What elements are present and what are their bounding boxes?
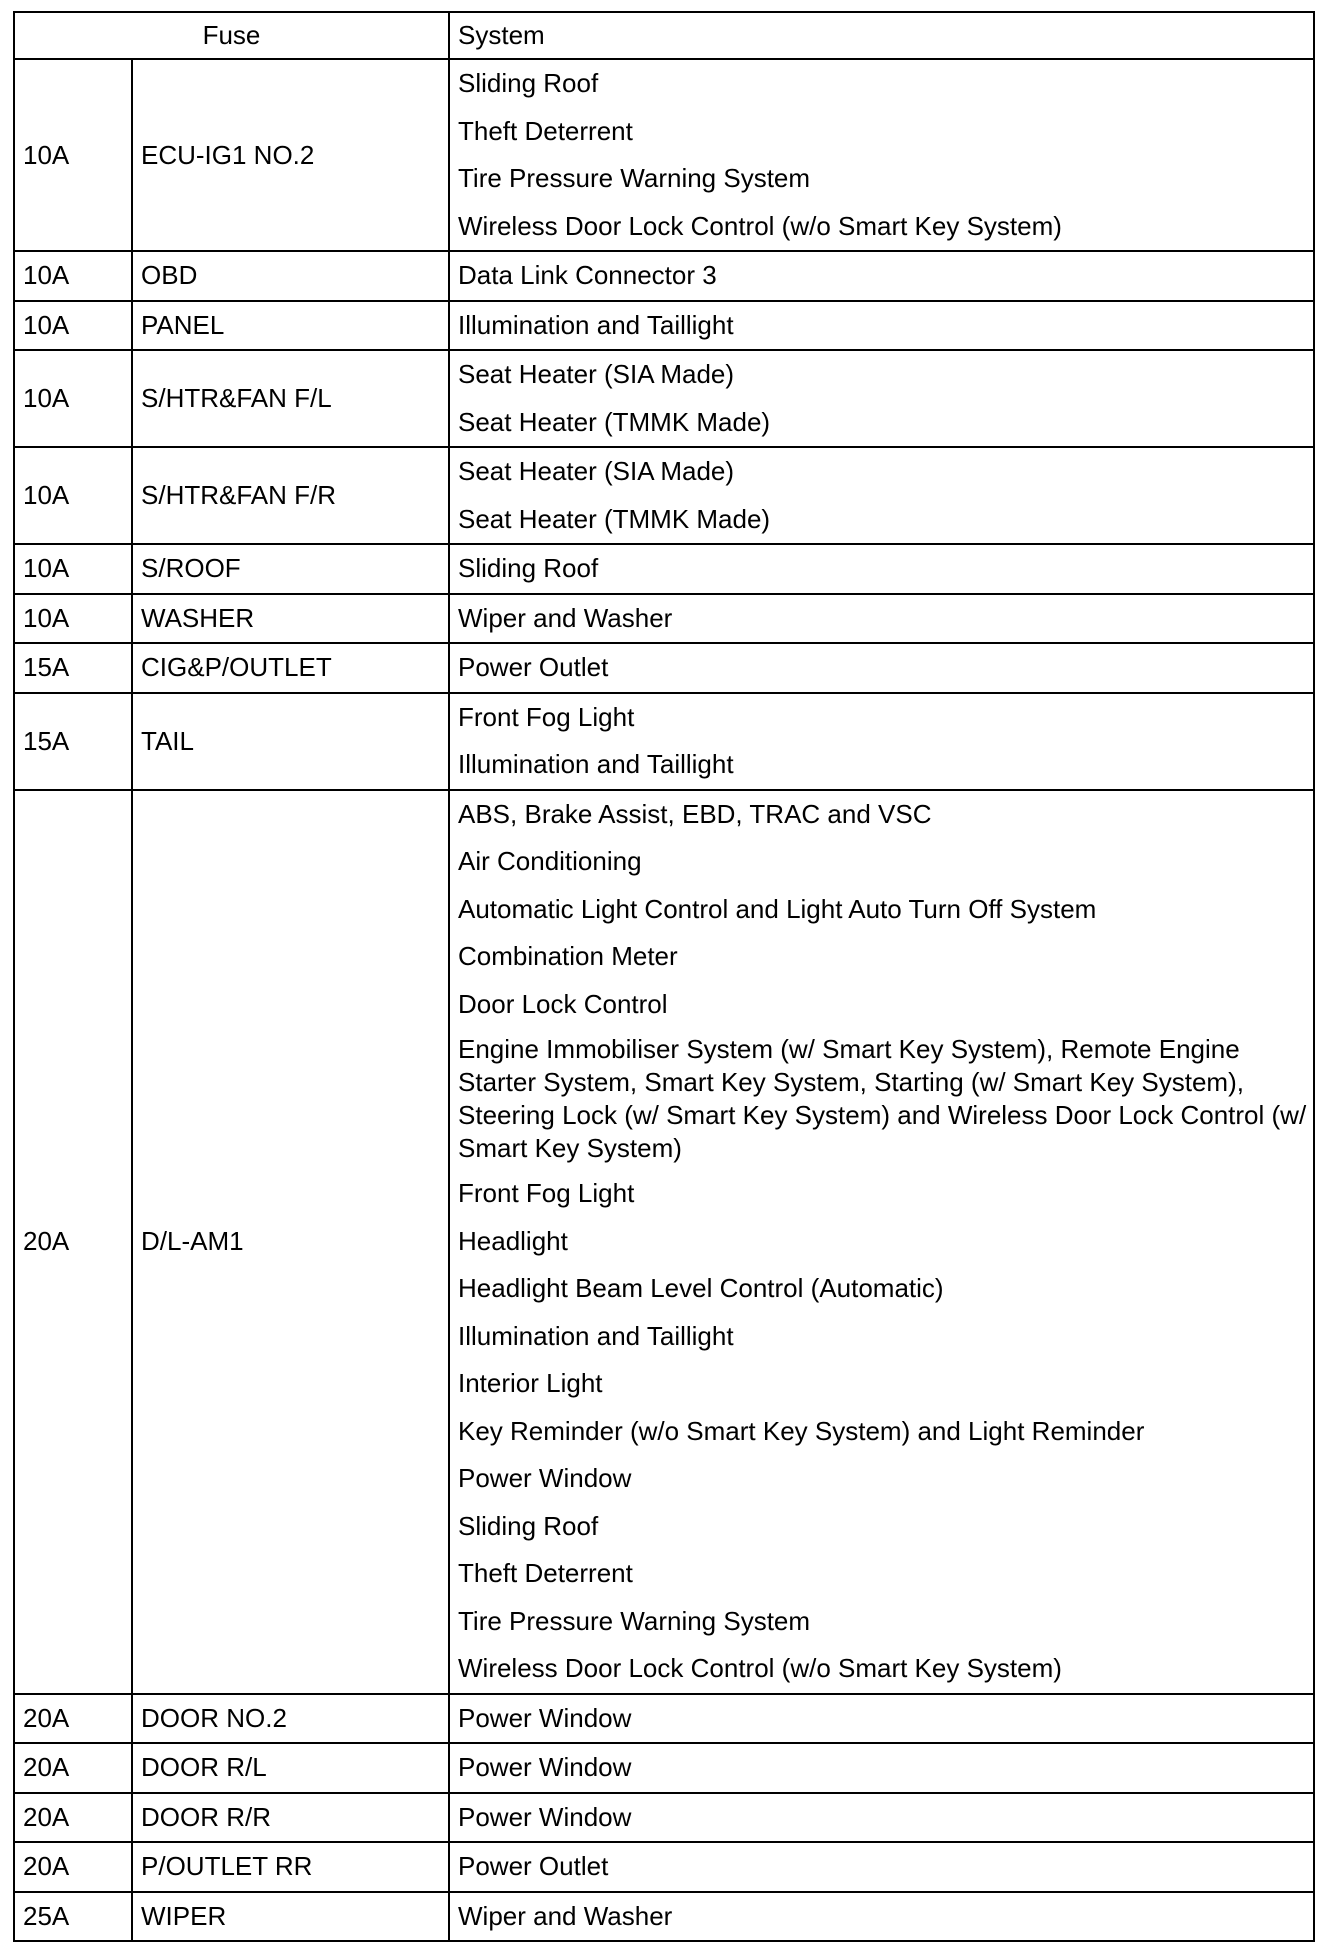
system-item: Seat Heater (SIA Made)	[458, 359, 735, 389]
system-list	[449, 1892, 1314, 1942]
system-item: Tire Pressure Warning System	[458, 1605, 811, 1636]
system-list	[449, 350, 1314, 447]
fuse-amperage: 20A	[14, 1694, 132, 1744]
table-row	[14, 350, 1314, 447]
table-row	[14, 693, 1314, 790]
fuse-name: CIG&P/OUTLET	[132, 643, 449, 693]
system-item: Sliding Roof	[458, 68, 599, 98]
system-item: Illumination and Taillight	[458, 1320, 734, 1351]
table-row	[14, 301, 1314, 351]
fuse-name: WIPER	[132, 1892, 449, 1942]
system-item: Illumination and Taillight	[458, 309, 734, 340]
system-item: Data Link Connector 3	[458, 260, 717, 290]
system-item: Sliding Roof	[458, 1510, 599, 1541]
system-item: Power Window	[458, 1463, 632, 1493]
system-item: Power Outlet	[458, 1851, 609, 1881]
fuse-name: WASHER	[132, 594, 449, 644]
fuse-name: S/HTR&FAN F/L	[132, 350, 449, 447]
system-list	[449, 447, 1314, 544]
system-item: Sliding Roof	[458, 553, 599, 583]
fuse-amperage: 15A	[14, 693, 132, 790]
fuse-name: DOOR R/L	[132, 1743, 449, 1793]
fuse-amperage: 25A	[14, 1892, 132, 1942]
fuse-amperage: 15A	[14, 643, 132, 693]
fuse-amperage: 20A	[14, 1842, 132, 1892]
system-item: Automatic Light Control and Light Auto Turn Off System	[458, 893, 1097, 924]
system-item: Seat Heater (TMMK Made)	[458, 503, 771, 534]
table-row	[14, 790, 1314, 1694]
system-item: Interior Light	[458, 1368, 603, 1398]
fuse-amperage: 20A	[14, 1793, 132, 1843]
fuse-amperage: 10A	[14, 59, 132, 251]
fuse-amperage: 10A	[14, 251, 132, 301]
system-item: Door Lock Control	[458, 988, 668, 1019]
fuse-name: ECU-IG1 NO.2	[132, 59, 449, 251]
table-header-row	[14, 12, 1314, 59]
table-row	[14, 643, 1314, 693]
fuse-name: D/L-AM1	[132, 790, 449, 1694]
fuse-amperage: 10A	[14, 350, 132, 447]
system-item: Combination Meter	[458, 941, 678, 971]
fuse-name: DOOR R/R	[132, 1793, 449, 1843]
system-item: Theft Deterrent	[458, 115, 633, 146]
table-row	[14, 447, 1314, 544]
system-list	[449, 59, 1314, 251]
table-row	[14, 1892, 1314, 1942]
fuse-name: DOOR NO.2	[132, 1694, 449, 1744]
system-list	[449, 301, 1314, 351]
fuse-amperage: 10A	[14, 447, 132, 544]
system-item: Tire Pressure Warning System	[458, 163, 811, 193]
system-item: Front Fog Light	[458, 1178, 635, 1208]
system-list	[449, 693, 1314, 790]
fuse-amperage: 10A	[14, 544, 132, 594]
system-item: Seat Heater (TMMK Made)	[458, 406, 771, 437]
system-list	[449, 594, 1314, 644]
system-item: Key Reminder (w/o Smart Key System) and Light Reminder	[458, 1415, 1145, 1446]
system-item: ABS, Brake Assist, EBD, TRAC and VSC	[458, 798, 932, 829]
system-list	[449, 251, 1314, 301]
system-list	[449, 1842, 1314, 1892]
fuse-amperage: 20A	[14, 1743, 132, 1793]
fuse-table-body	[14, 59, 1314, 1941]
system-item: Wiper and Washer	[458, 1900, 673, 1931]
system-item: Front Fog Light	[458, 701, 635, 732]
fuse-amperage: 20A	[14, 790, 132, 1694]
system-item: Headlight	[458, 1225, 568, 1256]
system-item: Seat Heater (SIA Made)	[458, 456, 735, 486]
system-list	[449, 643, 1314, 693]
fuse-amperage: 10A	[14, 301, 132, 351]
fuse-name: TAIL	[132, 693, 449, 790]
system-item: Illumination and Taillight	[458, 749, 734, 779]
fuse-name: P/OUTLET RR	[132, 1842, 449, 1892]
system-item: Wireless Door Lock Control (w/o Smart Key System)	[458, 210, 1062, 241]
system-list	[449, 1793, 1314, 1843]
system-list	[449, 790, 1314, 1694]
table-row	[14, 544, 1314, 594]
system-item: Air Conditioning	[458, 846, 642, 876]
fuse-table	[13, 11, 1315, 1942]
system-list	[449, 1694, 1314, 1744]
fuse-header: Fuse	[14, 12, 449, 59]
system-list	[449, 1743, 1314, 1793]
fuse-name: OBD	[132, 251, 449, 301]
table-row	[14, 1793, 1314, 1843]
fuse-name: PANEL	[132, 301, 449, 351]
table-row	[14, 1694, 1314, 1744]
fuse-name: S/ROOF	[132, 544, 449, 594]
fuse-name: S/HTR&FAN F/R	[132, 447, 449, 544]
system-item: Engine Immobiliser System (w/ Smart Key System), Remote Engine Starter System, Smart Key System, Starting (w/ Smart Key System), Steering Lock (w/ Smart Key System) and Wireless Door Lock Control (w/ Smart Key System)	[458, 1034, 1307, 1163]
system-item: Power Outlet	[458, 652, 609, 682]
table-row	[14, 594, 1314, 644]
system-item: Wiper and Washer	[458, 602, 673, 633]
system-item: Power Window	[458, 1702, 632, 1733]
system-item: Theft Deterrent	[458, 1558, 633, 1588]
fuse-amperage: 10A	[14, 594, 132, 644]
system-item: Headlight Beam Level Control (Automatic)	[458, 1273, 944, 1303]
table-row	[14, 1842, 1314, 1892]
table-row	[14, 59, 1314, 251]
table-row	[14, 1743, 1314, 1793]
system-list	[449, 544, 1314, 594]
table-row	[14, 251, 1314, 301]
system-header: System	[449, 12, 1314, 59]
system-item: Power Window	[458, 1752, 632, 1782]
system-item: Wireless Door Lock Control (w/o Smart Key System)	[458, 1653, 1062, 1683]
system-item: Power Window	[458, 1801, 632, 1832]
